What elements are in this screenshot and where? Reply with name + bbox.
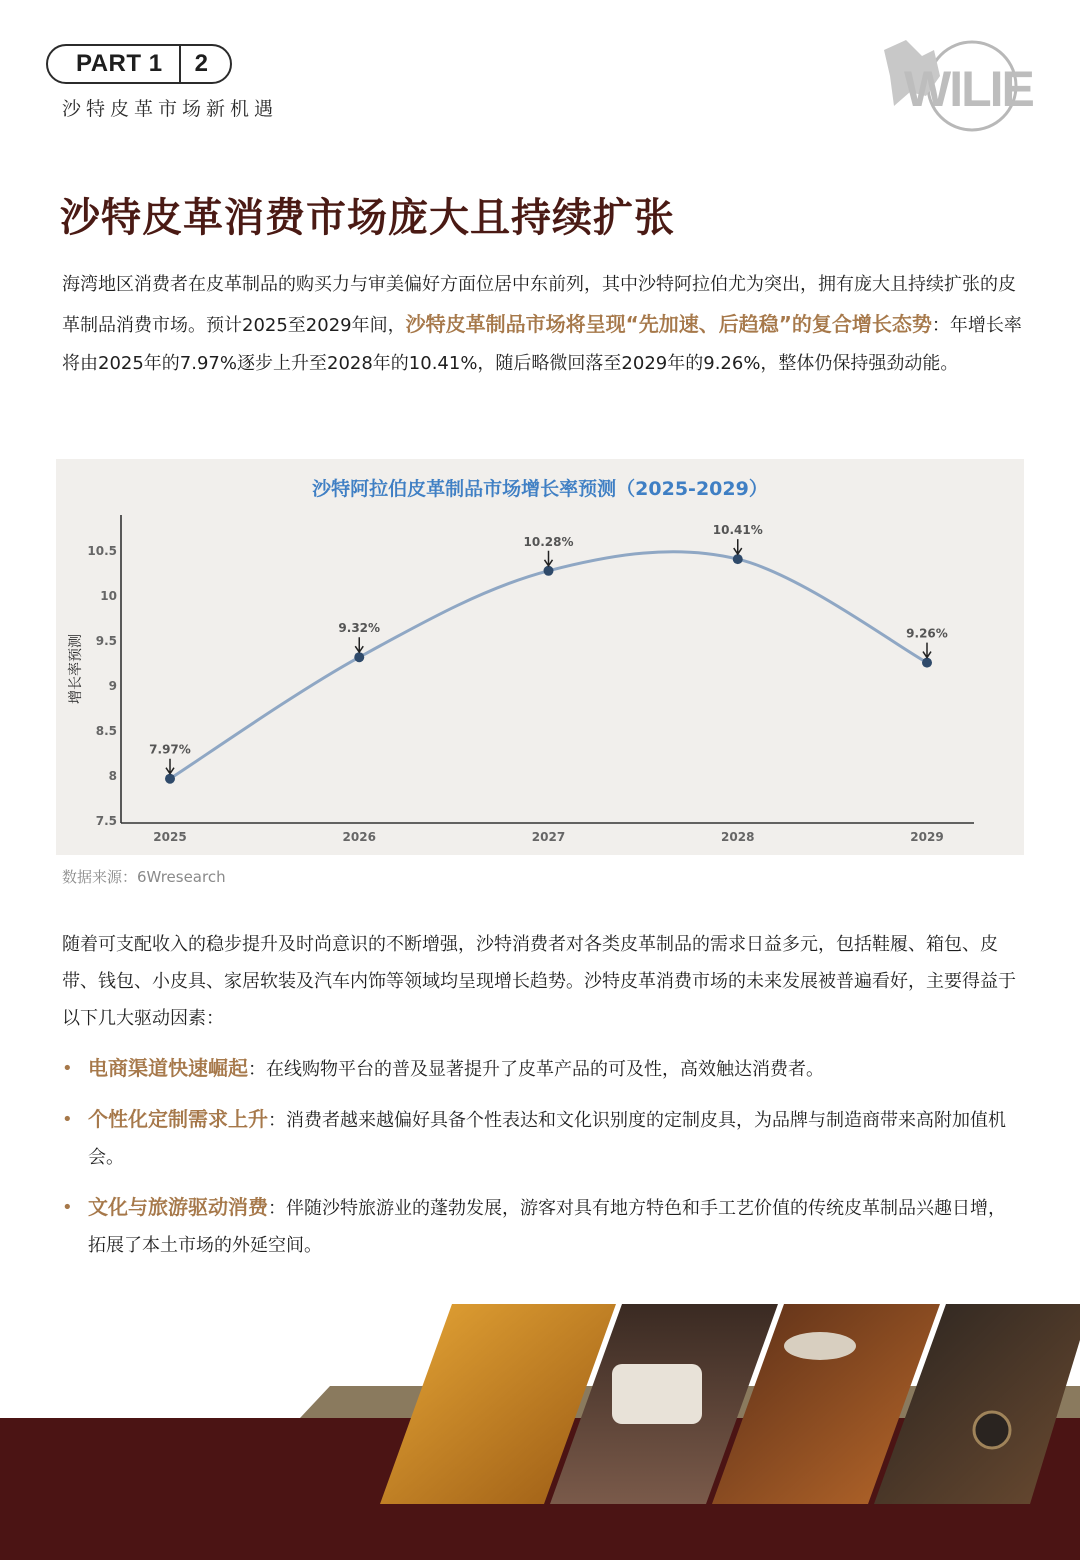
x-tick-label: 2028 [721,830,755,844]
body-paragraph: 随着可支配收入的稳步提升及时尚意识的不断增强，沙特消费者对各类皮革制品的需求日益多元，包括鞋履、箱包、皮带、钱包、小皮具、家居软装及汽车内饰等领域均呈现增长趋势。沙特皮革消费市场的未来发展被普遍看好，主要得益于以下几大驱动因素： [62,934,1016,1029]
x-tick-label: 2025 [153,830,187,844]
intro-highlight: 沙特皮革制品市场将呈现“先加速、后趋稳”的复合增长态势 [405,311,932,336]
y-tick-label: 9 [108,679,117,693]
bullet-term: 文化与旅游驱动消费 [88,1195,268,1219]
data-point [733,554,743,564]
part-badge [46,44,232,84]
svg-text:WILIE: WILIE [904,61,1033,117]
bullet-term: 电商渠道快速崛起 [88,1056,248,1080]
y-tick-label: 10.5 [87,544,117,558]
data-label: 9.26% [906,626,948,641]
page-title: 沙特皮革消费市场庞大且持续扩张 [60,195,675,241]
data-label-arrow [545,551,553,566]
series-line [170,552,927,779]
y-tick-label: 8 [108,769,117,783]
data-label: 10.28% [523,534,574,549]
data-point-group [149,523,948,784]
stamp-shape [974,1412,1010,1448]
data-label: 7.97% [149,742,191,757]
intro-text-1: 海湾地区消费者在皮革制品的购买力与审美偏好方面位居中东前列，其中沙特阿拉伯尤为突出，拥有庞大且持续扩张的皮革制品消费市场。预计2025至2029年间， [62,274,1016,336]
bullet-dot: • [62,1058,73,1079]
data-point [544,566,554,576]
growth-chart-svg [56,459,1024,855]
handbag-shape [612,1364,702,1424]
bullet-dot: • [62,1109,73,1130]
chart-y-axis-label: 增长率预测 [68,634,84,704]
data-label: 10.41% [712,523,763,538]
data-point [165,774,175,784]
intro-paragraph [62,266,1022,384]
data-label-arrow [923,643,931,658]
y-tick-label: 10 [100,589,117,603]
y-tick-label: 7.5 [95,814,117,828]
list-item [62,1189,1022,1264]
data-label: 9.32% [338,621,381,636]
data-source: 数据来源：6Wresearch [62,868,226,886]
bullet-text: ：在线购物平台的普及显著提升了皮革产品的可及性，高效触达消费者。 [248,1059,824,1080]
y-tick-group [87,544,117,828]
chart-title: 沙特阿拉伯皮革制品市场增长率预测（2025-2029） [312,478,768,500]
growth-chart [56,459,1024,855]
intro-text-2: ：年增长率将由2025年的7.97%逐步上升至2028年的10.41%，随后略微回落至2029年的9.26%，整体仍保持强劲动能。 [62,314,1022,374]
data-label-arrow [166,759,174,774]
y-tick-label: 9.5 [95,634,117,648]
part-number: 2 [194,50,208,77]
leather-photo-banner [0,1300,1080,1560]
bullet-text: ：消费者越来越偏好具备个性表达和文化识别度的定制皮具，为品牌与制造商带来高附加值机会。 [88,1110,1006,1168]
x-tick-label: 2029 [910,830,944,844]
part-label: PART 1 [76,50,163,77]
data-label-arrow [734,539,742,554]
data-point [922,658,932,668]
bullet-text: ：伴随沙特旅游业的蓬勃发展，游客对具有地方特色和手工艺价值的传统皮革制品兴趣日增，拓展了本土市场的外延空间。 [88,1198,1006,1256]
x-tick-label: 2026 [342,830,376,844]
y-tick-label: 8.5 [95,724,117,738]
bullet-term: 个性化定制需求上升 [88,1107,268,1131]
x-tick-label: 2027 [531,830,566,844]
data-label-arrow [355,637,363,652]
list-item [62,1050,1022,1088]
driver-list [62,1050,1022,1277]
bullet-dot: • [62,1197,73,1218]
section-subtitle: 沙特皮革市场新机遇 [62,98,279,120]
x-tick-group [153,830,943,844]
data-point [354,652,364,662]
hat-shape [784,1332,856,1360]
brand-logo [880,36,1040,136]
list-item [62,1101,1022,1176]
